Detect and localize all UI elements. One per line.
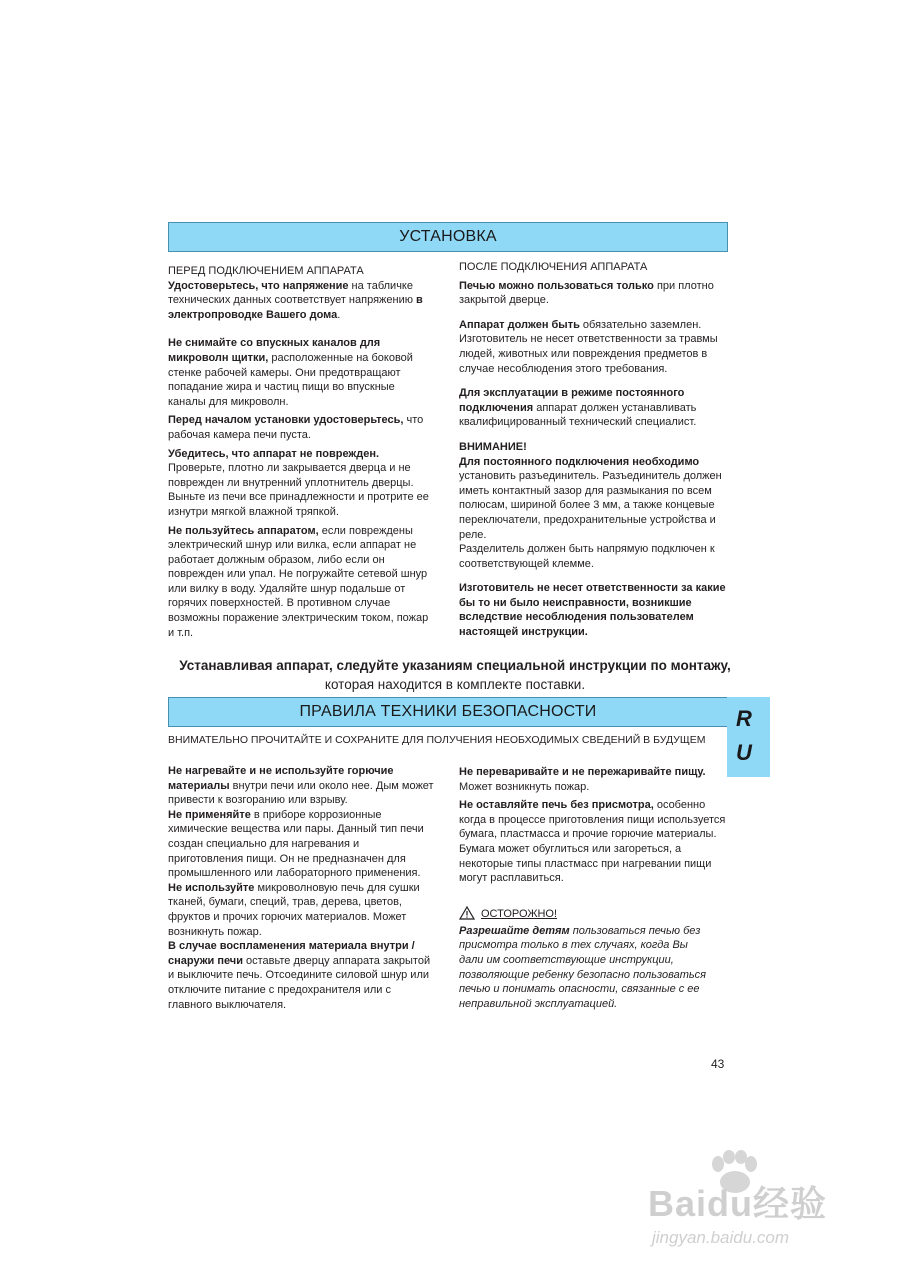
paragraph: В случае воспламенения материала внутри / снаружи печи оставьте дверцу аппарата закрытой и выключите печь. Отсоедините силовой шнур или отключите питание с предохранителя или с главного выключателя. — [168, 940, 431, 1011]
paragraph: Для постоянного подключения необходимо установить разъединитель. Разъединитель должен иметь контактный зазор для размыкания по всем полюсам, шириной более 3 мм, а также концевые переключатели, предохранительные устройства и реле. — [459, 455, 722, 541]
install-note: Устанавливая аппарат, следуйте указаниям специальной инструкции по монтажу, которая находится в комплекте поставки. — [179, 658, 731, 692]
safety-left-column — [168, 764, 434, 1012]
safety-title: ПРАВИЛА ТЕХНИКИ БЕЗОПАСНОСТИ — [299, 703, 597, 720]
paragraph: Не пользуйтесь аппаратом, если повреждены электрический шнур или вилка, если аппарат не работает должным образом, либо если он поврежден или упал. Не погружайте сетевой шнур или вилку в воду. Удаляйте шнур подальше от горячих поверхностей. В противном случае возможны поражение электрическим током, пожар и т.п. — [168, 524, 429, 639]
caution-paragraph: Разрешайте детям пользоваться печью без присмотра только в тех случаях, когда Вы дали им соответствующие инструкции, позволяющие ребенку безопасно пользоваться печью и понимать опасности, связанные с ее неправильной эксплуатацией. — [459, 924, 707, 1010]
warning-icon — [459, 906, 475, 924]
watermark-logo: Baidu经验 — [648, 1183, 828, 1224]
paragraph: Не используйте микроволновую печь для сушки тканей, бумаги, специй, трав, дерева, цветов, фруктов и прочих горючих материалов. Может возникнуть пожар. — [168, 881, 420, 938]
paragraph: Не применяйте в приборе коррозионные химические вещества или пары. Данный тип печи создан специально для нагревания и приготовления пищи. Он не предназначен для промышленного или лабораторного применения. — [168, 808, 424, 880]
language-tab-letter-u: U — [736, 740, 752, 765]
before-connect-heading: ПЕРЕД ПОДКЛЮЧЕНИЕМ АППАРАТА — [168, 265, 364, 277]
attention-label: ВНИМАНИЕ! — [459, 440, 527, 453]
language-tab-letter-r: R — [736, 706, 752, 731]
paragraph: Аппарат должен быть обязательно заземлен. Изготовитель не несет ответственности за травмы людей, животных или повреждения предметов в случае несоблюдения этого требования. — [459, 318, 718, 375]
paragraph: Разделитель должен быть напрямую подключен к соответствующей клемме. — [459, 543, 715, 570]
paragraph: Не нагревайте и не используйте горючие материалы внутри печи или около нее. Дым может привести к возгоранию или взрыву. — [168, 765, 434, 807]
install-title: УСТАНОВКА — [399, 228, 497, 245]
safety-right-column — [459, 765, 727, 1011]
after-connect-heading: ПОСЛЕ ПОДКЛЮЧЕНИЯ АППАРАТА — [459, 261, 648, 273]
page-number: 43 — [711, 1057, 725, 1071]
paragraph: Не переваривайте и не пережаривайте пищу. Может возникнуть пожар. — [459, 766, 706, 793]
paragraph: Убедитесь, что аппарат не поврежден. Проверьте, плотно ли закрывается дверца и не поврежден ли внутренний уплотнитель дверцы. Выньте из печи все принадлежности и протрите ее изнутри мягкой влажной тряпкой. — [168, 447, 429, 518]
watermark-url: jingyan.baidu.com — [652, 1228, 790, 1247]
paragraph: Перед началом установки удостоверьтесь, что рабочая камера печи пуста. — [168, 414, 424, 441]
safety-subtitle: ВНИМАТЕЛЬНО ПРОЧИТАЙТЕ И СОХРАНИТЕ ДЛЯ ПОЛУЧЕНИЯ НЕОБХОДИМЫХ СВЕДЕНИЙ В БУДУЩЕМ — [168, 734, 706, 746]
paragraph: Изготовитель не несет ответственности за какие бы то ни было неисправности, возникшие вследствие несоблюдения пользователем настоящей инструкции. — [459, 582, 726, 639]
language-tab — [727, 697, 770, 777]
paragraph: Печью можно пользоваться только при плотно закрытой дверце. — [459, 279, 714, 307]
install-banner — [168, 222, 728, 252]
watermark — [648, 1150, 858, 1265]
install-right-column — [459, 260, 729, 640]
paragraph: Не оставляйте печь без присмотра, особенно когда в процессе приготовления пищи используется бумага, пластмасса и прочие горючие материалы. Бумага может обуглиться или загореться, а некоторые типы пластмасс при нагревании пищи могут расплавиться. — [459, 799, 726, 885]
safety-banner — [168, 697, 728, 727]
install-left-column — [168, 264, 434, 640]
paragraph: Не снимайте со впускных каналов для микроволн щитки, расположенные на боковой стенке рабочей камеры. Они предотвращают попадание жира и частиц пищи во впускные каналы для микроволн. — [168, 337, 413, 408]
caution-heading: ОСТОРОЖНО! — [459, 906, 727, 924]
paragraph: Удостоверьтесь, что напряжение на табличке технических данных соответствует напряжению в электропроводке Вашего дома. — [168, 279, 423, 321]
paragraph: Для эксплуатации в режиме постоянного подключения аппарат должен устанавливать квалифицированный технический специалист. — [459, 387, 697, 429]
